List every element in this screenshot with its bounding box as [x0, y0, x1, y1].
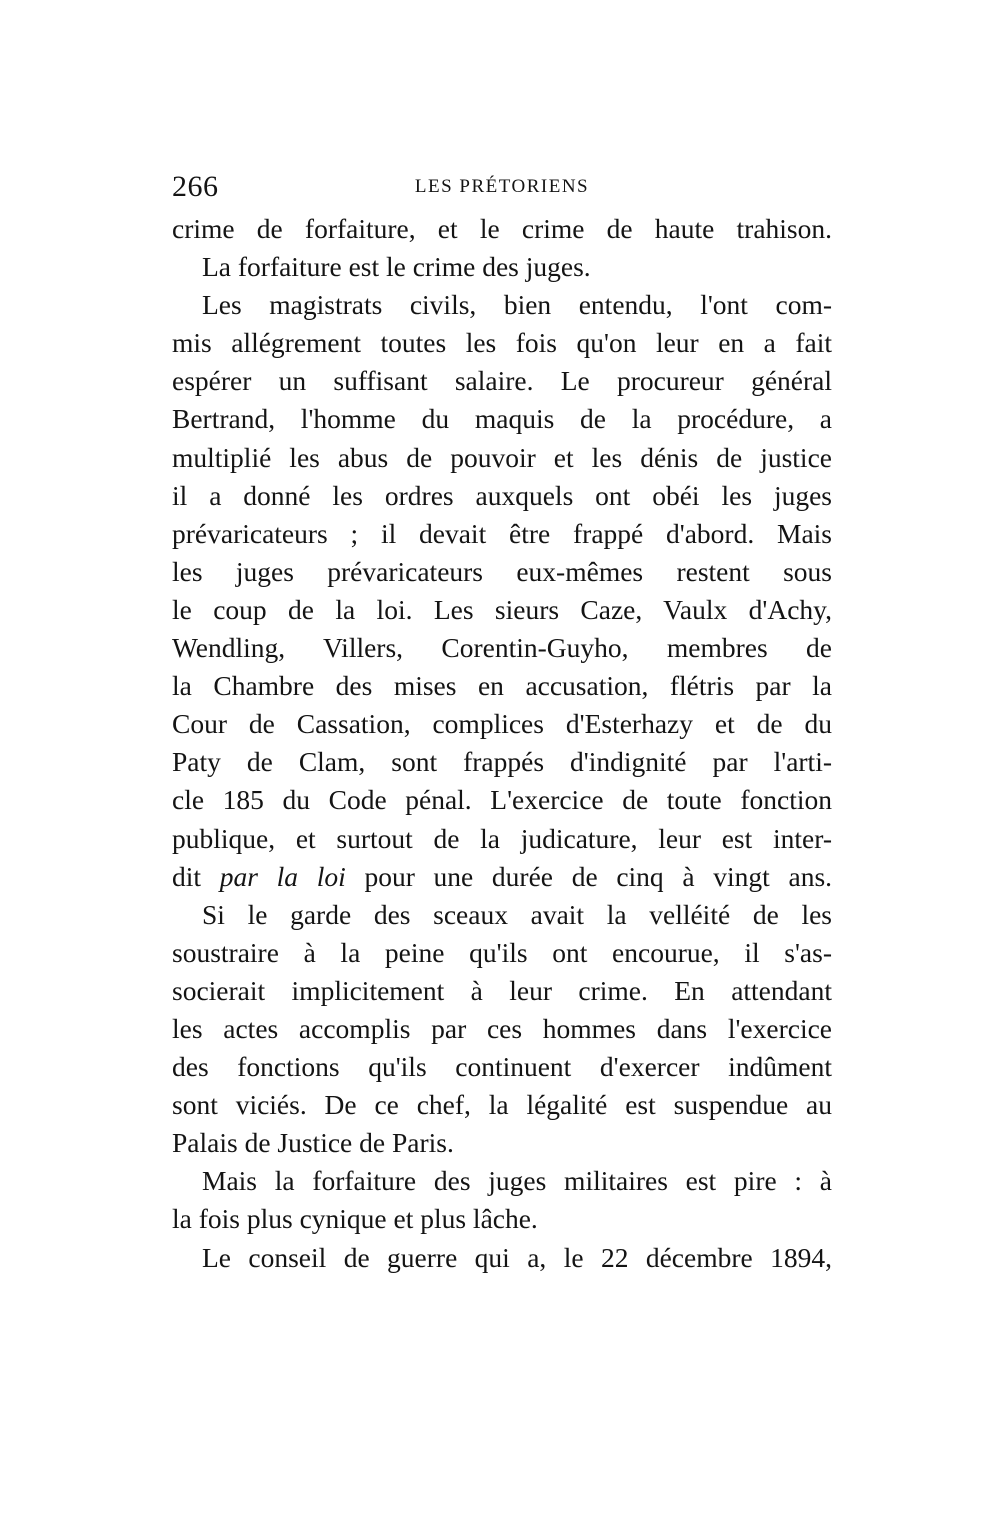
text-line: Bertrand, l'homme du maquis de la procédure, a — [172, 403, 832, 435]
text-line: mis allégrement toutes les fois qu'on leur en a fait — [172, 327, 832, 359]
text-line: Cour de Cassation, complices d'Esterhazy et de du — [172, 708, 832, 740]
body-text — [172, 210, 832, 1277]
text-line: il a donné les ordres auxquels ont obéi les juges — [172, 479, 832, 511]
text-line: prévaricateurs ; il devait être frappé d'abord. Mais — [172, 517, 832, 549]
italic-phrase: par la loi — [219, 860, 346, 892]
text-line: cle 185 du Code pénal. L'exercice de toute fonction — [172, 784, 832, 816]
text-line: espérer un suffisant salaire. Le procureur général — [172, 365, 832, 397]
text-line: Si le garde des sceaux avait la velléité de les — [202, 898, 832, 930]
text-line: Les magistrats civils, bien entendu, l'ont com- — [202, 289, 832, 321]
text-line: Mais la forfaiture des juges militaires est pire : à — [202, 1165, 832, 1197]
text-segment: dit — [172, 860, 220, 892]
text-line: multiplié les abus de pouvoir et les dénis de justice — [172, 441, 832, 473]
running-title: LES PRÉTORIENS — [414, 176, 590, 197]
text-line: Wendling, Villers, Corentin-Guyho, membres de — [172, 632, 832, 664]
text-line: la Chambre des mises en accusation, flétris par la — [172, 670, 832, 702]
book-page — [172, 170, 832, 1277]
text-line: Le conseil de guerre qui a, le 22 décembre 1894, — [202, 1241, 832, 1273]
text-line-with-italic — [172, 858, 832, 896]
text-line: crime de forfaiture, et le crime de haute trahison. — [172, 213, 832, 244]
text-line: Paty de Clam, sont frappés d'indignité par l'arti- — [172, 746, 832, 778]
text-line: des fonctions qu'ils continuent d'exercer indûment — [172, 1051, 832, 1083]
text-line: Palais de Justice de Paris. — [172, 1127, 454, 1159]
text-line: publique, et surtout de la judicature, leur est inter- — [172, 822, 832, 854]
running-head — [172, 170, 832, 206]
text-line: La forfaiture est le crime des juges. — [202, 251, 591, 283]
text-line: la fois plus cynique et plus lâche. — [172, 1203, 538, 1235]
text-line: les actes accomplis par ces hommes dans l'exercice — [172, 1012, 832, 1044]
text-line: les juges prévaricateurs eux-mêmes restent sous — [172, 555, 832, 587]
text-line: sont viciés. De ce chef, la légalité est suspendue au — [172, 1089, 832, 1121]
text-line: soustraire à la peine qu'ils ont encourue, il s'as- — [172, 936, 832, 968]
text-line: socierait implicitement à leur crime. En attendant — [172, 974, 832, 1006]
page-number: 266 — [172, 170, 219, 203]
text-line: le coup de la loi. Les sieurs Caze, Vaulx d'Achy, — [172, 593, 832, 625]
text-segment: pour une durée de cinq à vingt ans. — [345, 860, 833, 892]
